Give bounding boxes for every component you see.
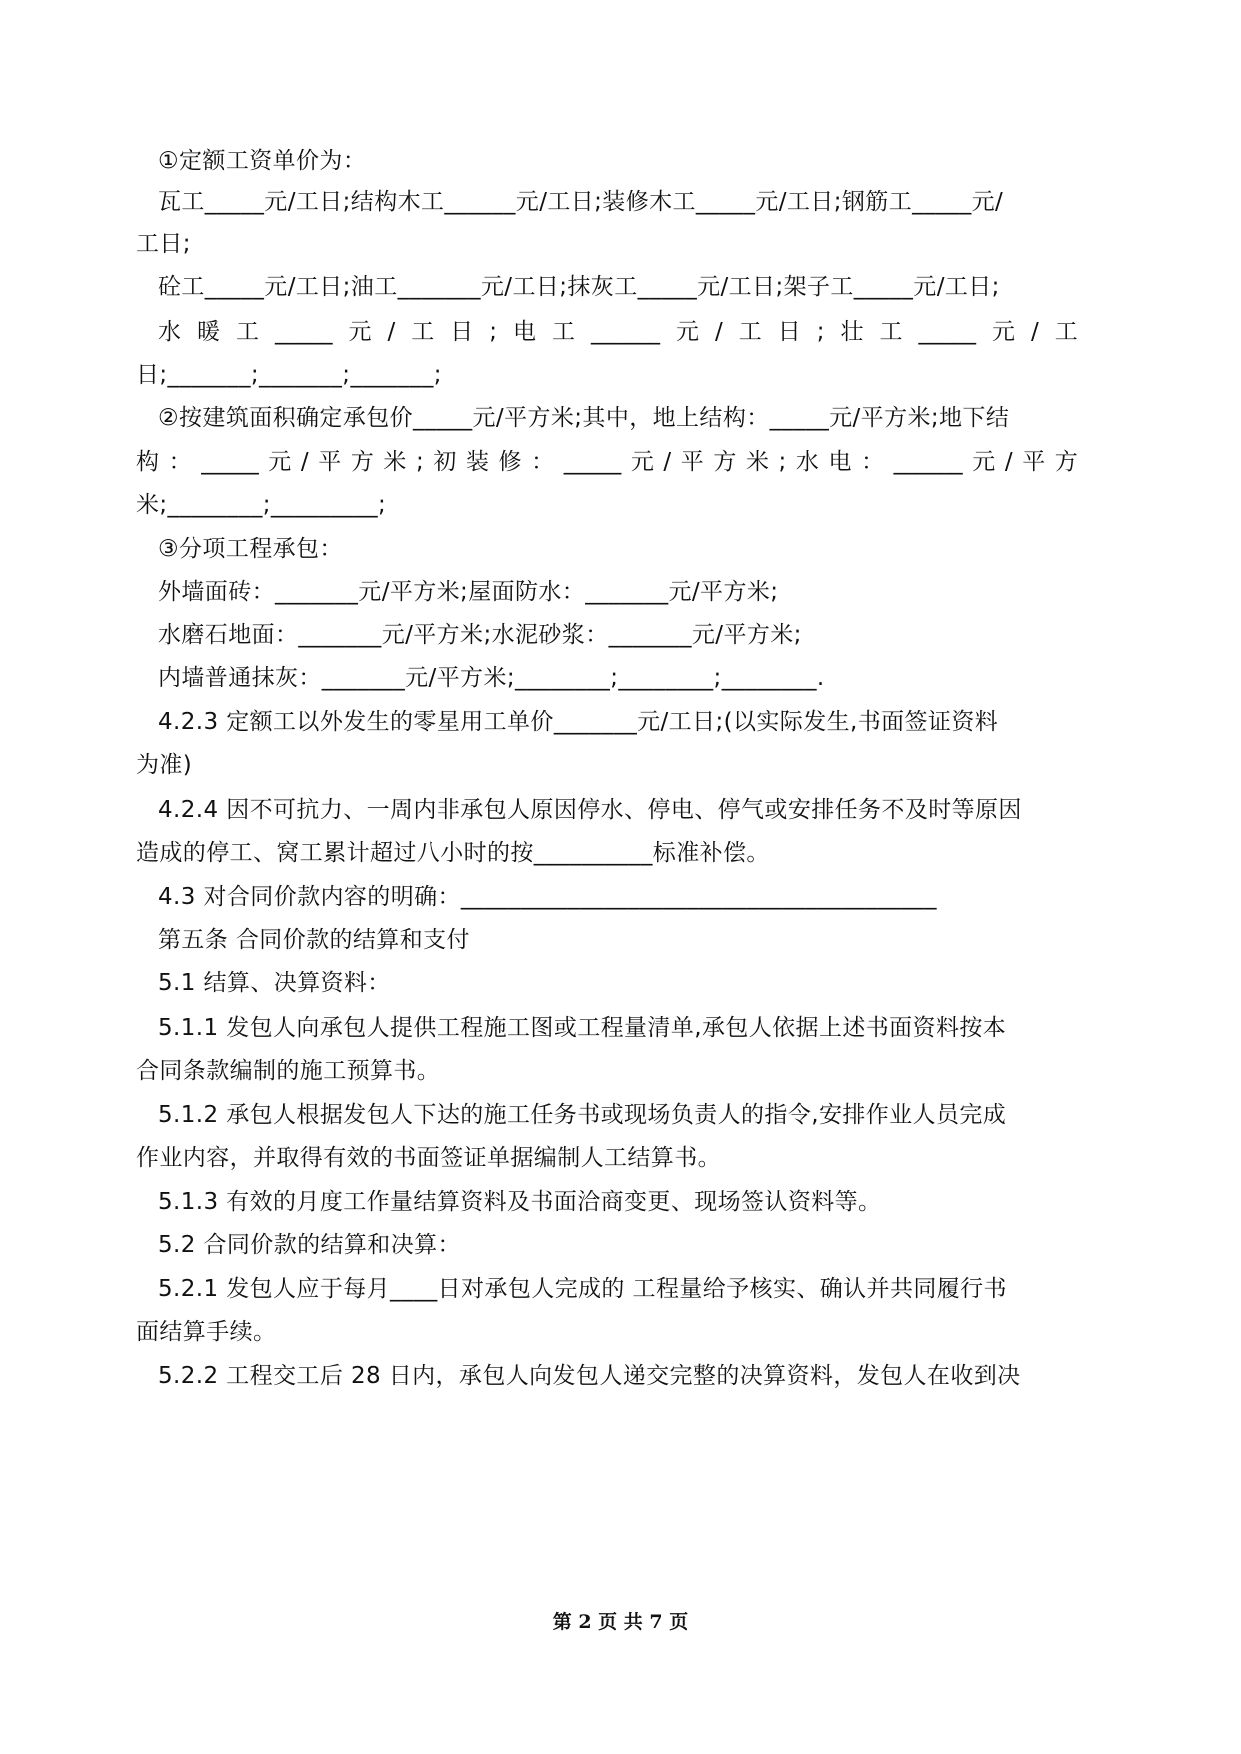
- page-footer: 第 2 页 共 7 页: [552, 1611, 689, 1633]
- section-heading: 第五条 合同价款的结算和支付: [158, 927, 470, 953]
- text-token: _____: [918, 319, 976, 345]
- text-line: 5.1 结算、决算资料：: [158, 970, 391, 996]
- text-token: ;: [778, 449, 787, 475]
- text-token: 平: [318, 449, 342, 475]
- text-token: 方: [713, 449, 737, 475]
- text-line: 合同条款编制的施工预算书。: [136, 1058, 441, 1084]
- text-token: _____: [201, 449, 259, 475]
- text-line: 日;_______;_______;_______;: [136, 362, 442, 388]
- text-line-justified: [136, 447, 1078, 477]
- text-token: 元: [348, 319, 372, 345]
- text-token: 暖: [197, 319, 220, 345]
- text-token: ：: [531, 449, 555, 475]
- text-line: 造成的停工、窝工累计超过八小时的按__________标准补偿。: [136, 840, 770, 866]
- text-token: ;: [416, 449, 424, 475]
- text-token: 工: [738, 319, 762, 345]
- text-line: 5.2.1 发包人应于每月____日对承包人完成的 工程量给予核实、确认并共同履行书: [158, 1276, 1007, 1302]
- text-token: 修: [498, 449, 522, 475]
- text-line: 外墙面砖：_______元/平方米;屋面防水：_______元/平方米;: [158, 579, 779, 605]
- text-token: 壮: [840, 319, 864, 345]
- text-line: 4.2.4 因不可抗力、一周内非承包人原因停水、停电、停气或安排任务不及时等原因: [158, 797, 1022, 823]
- text-token: 装: [465, 449, 489, 475]
- text-token: 平: [680, 449, 704, 475]
- text-line: 5.2.2 工程交工后 28 日内，承包人向发包人递交完整的决算资料，发包人在收到决: [158, 1363, 1021, 1389]
- text-line: 5.2 合同价款的结算和决算：: [158, 1232, 461, 1258]
- text-line: 5.1.3 有效的月度工作量结算资料及书面洽商变更、现场签认资料等。: [158, 1189, 882, 1215]
- text-token: 方: [350, 449, 374, 475]
- text-token: 元: [992, 319, 1015, 345]
- text-line: ①定额工资单价为：: [158, 148, 367, 174]
- text-token: 电: [513, 319, 536, 345]
- text-token: /: [1004, 449, 1013, 475]
- text-token: /: [663, 449, 672, 475]
- text-token: /: [715, 319, 723, 345]
- text-line: ③分项工程承包：: [158, 536, 343, 562]
- text-token: 日: [450, 319, 474, 345]
- text-token: 元: [630, 449, 654, 475]
- text-token: 构: [136, 449, 159, 475]
- text-token: ______: [893, 449, 963, 475]
- text-token: 水: [795, 449, 819, 475]
- text-token: 工: [1054, 319, 1078, 345]
- text-line: 4.2.3 定额工以外发生的零星用工单价_______元/工日;(以实际发生,书面签证资料: [158, 709, 999, 735]
- text-line-justified: [158, 317, 1078, 347]
- text-line: 工日;: [136, 231, 191, 257]
- text-token: /: [387, 319, 396, 345]
- text-token: 水: [158, 319, 181, 345]
- text-line: 内墙普通抹灰：_______元/平方米;________;________;________.: [158, 665, 825, 691]
- text-line: 作业内容，并取得有效的书面签证单据编制人工结算书。: [136, 1145, 721, 1171]
- text-token: 米: [745, 449, 769, 475]
- text-line: 水磨石地面：_______元/平方米;水泥砂浆：_______元/平方米;: [158, 622, 802, 648]
- text-token: _____: [275, 319, 333, 345]
- text-token: 工: [552, 319, 575, 345]
- text-token: 工: [411, 319, 435, 345]
- text-token: 元: [676, 319, 699, 345]
- text-token: 平: [1022, 449, 1046, 475]
- text-token: _____: [563, 449, 622, 475]
- text-token: /: [1031, 319, 1039, 345]
- text-line: 砼工_____元/工日;油工_______元/工日;抹灰工_____元/工日;架子工_____元/工日;: [158, 274, 1000, 300]
- text-token: 元: [268, 449, 292, 475]
- text-line: 4.3 对合同价款内容的明确：________________________________________: [158, 884, 937, 910]
- text-token: ;: [816, 319, 825, 345]
- text-line: 为准): [136, 752, 193, 778]
- text-token: ______: [591, 319, 660, 345]
- text-token: ：: [168, 449, 192, 475]
- text-line: 5.1.1 发包人向承包人提供工程施工图或工程量清单,承包人依据上述书面资料按本: [158, 1015, 1007, 1041]
- text-token: 初: [433, 449, 457, 475]
- text-line: 面结算手续。: [136, 1319, 277, 1345]
- text-token: 元: [972, 449, 996, 475]
- text-line: ②按建筑面积确定承包价_____元/平方米;其中，地上结构：_____元/平方米;地下结: [158, 405, 1010, 431]
- text-token: 工: [236, 319, 259, 345]
- text-line: 米;________;_________;: [136, 492, 387, 518]
- text-token: 方: [1054, 449, 1078, 475]
- text-token: 日: [777, 319, 801, 345]
- text-line: 5.1.2 承包人根据发包人下达的施工任务书或现场负责人的指令,安排作业人员完成: [158, 1102, 1007, 1128]
- text-token: 工: [879, 319, 903, 345]
- text-token: 米: [383, 449, 407, 475]
- text-line: 瓦工_____元/工日;结构木工______元/工日;装修木工_____元/工日;钢筋工_____元/: [158, 189, 1004, 215]
- text-token: 电: [828, 449, 852, 475]
- text-token: ;: [489, 319, 497, 345]
- text-token: ：: [861, 449, 885, 475]
- text-token: /: [300, 449, 309, 475]
